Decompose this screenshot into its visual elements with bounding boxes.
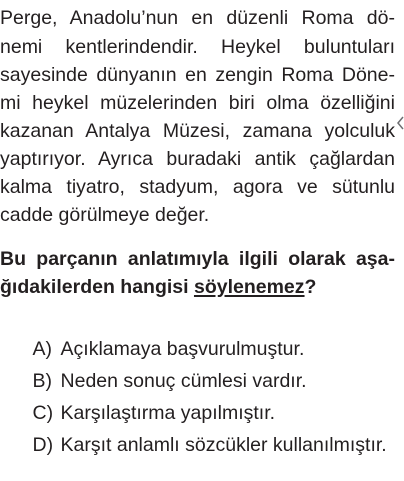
option-text: Karşıt anlamlı sözcükler kullanılmıştır. xyxy=(60,434,387,456)
passage-line-6: yaptırıyor. Ayrıca buradaki antik çağlardan xyxy=(0,148,395,170)
question-line-2-start: ğıdakilerden hangisi xyxy=(0,276,194,298)
question-keyword: söylenemez xyxy=(193,276,305,298)
option-text: Açıklamaya başvurulmuştur. xyxy=(60,338,305,360)
option-text: Neden sonuç cümlesi vardır. xyxy=(60,370,307,392)
question-line-1: Bu parçanın anlatımıyla ilgili olarak aşa- xyxy=(0,248,395,270)
passage-line-3: sayesinde dünyanın en zengin Roma Döne- xyxy=(0,64,395,86)
passage-line-1: Perge, Anadolu’nun en düzenli Roma dö- xyxy=(0,7,395,29)
page-edge-mark xyxy=(397,116,404,130)
passage-line-7: kalma tiyatro, stadyum, agora ve sütunlu xyxy=(0,176,395,198)
passage-line-2: nemi kentlerindendir. Heykel buluntuları xyxy=(0,36,395,58)
option-letter: D) xyxy=(32,434,54,456)
option-text: Karşılaştırma yapılmıştır. xyxy=(60,402,276,424)
question-mark: ? xyxy=(304,276,317,298)
passage-line-8: cadde görülmeye değer. xyxy=(0,204,210,226)
option-letter: C) xyxy=(32,402,54,424)
question-line-2 xyxy=(0,275,316,299)
option-letter: A) xyxy=(32,338,53,360)
passage-line-4: mi heykel müzelerinden biri olma özelliğini xyxy=(0,92,395,114)
option-letter: B) xyxy=(32,370,53,392)
option-d[interactable] xyxy=(0,409,387,481)
passage-line-5: kazanan Antalya Müzesi, zamana yolculuk xyxy=(0,120,395,142)
